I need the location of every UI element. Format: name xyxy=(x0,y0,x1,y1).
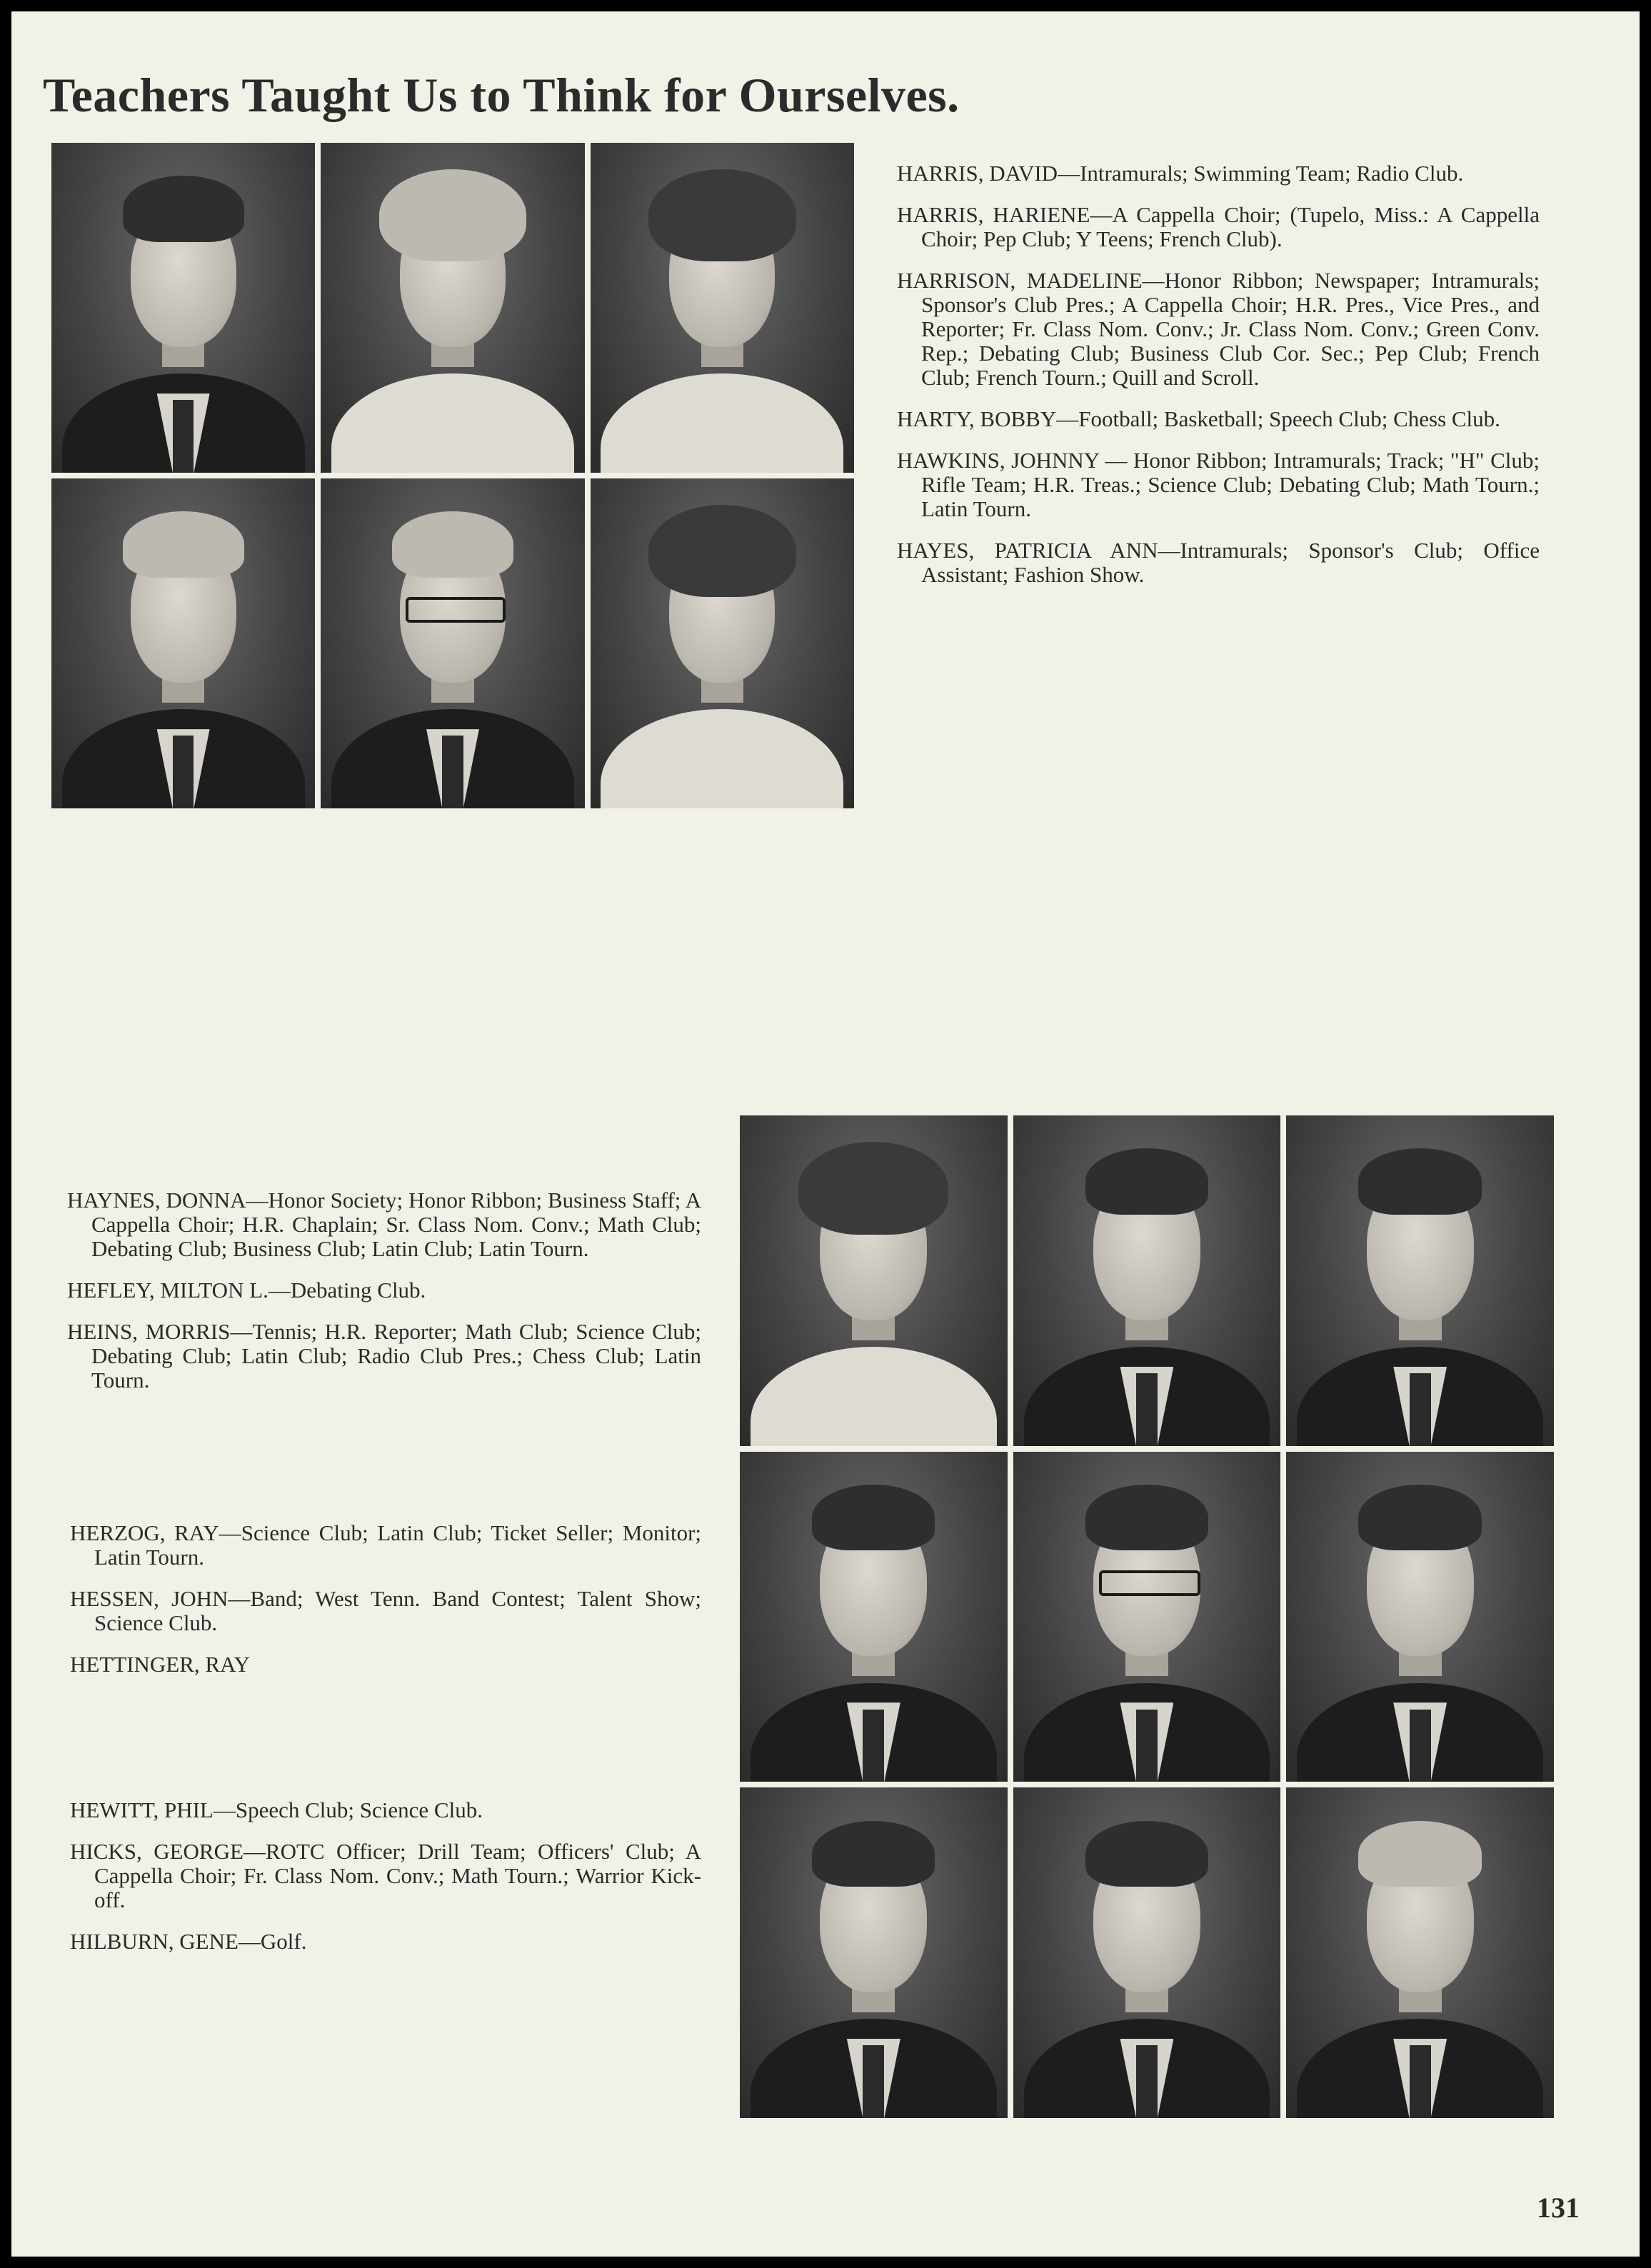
portrait-photo xyxy=(1286,1787,1554,2118)
student-entry: HAYES, PATRICIA ANN—Intramurals; Sponsor's Club; Office Assistant; Fashion Show. xyxy=(897,538,1540,587)
portrait-grid-top xyxy=(51,143,854,808)
portrait-photo xyxy=(321,478,584,808)
student-entry: HEINS, MORRIS—Tennis; H.R. Reporter; Math Club; Science Club; Debating Club; Latin Club; Radio Club Pres.; Chess Club; Latin Tourn. xyxy=(67,1319,701,1393)
page-number: 131 xyxy=(1537,2192,1580,2224)
student-entry: HARTY, BOBBY—Football; Basketball; Speech Club; Chess Club. xyxy=(897,406,1500,431)
student-entry: HAYNES, DONNA—Honor Society; Honor Ribbon; Business Staff; A Cappella Choir; H.R. Chaplain; Sr. Class Nom. Conv.; Math Club; Debating Club; Business Club; Latin Club; Latin Tourn. xyxy=(67,1188,701,1261)
portrait-photo xyxy=(591,143,854,473)
student-entry: HETTINGER, RAY xyxy=(70,1652,251,1677)
student-entry: HEFLEY, MILTON L.—Debating Club. xyxy=(67,1278,426,1303)
portrait-photo xyxy=(1286,1452,1554,1782)
yearbook-page xyxy=(11,11,1640,2257)
student-entry: HESSEN, JOHN—Band; West Tenn. Band Contest; Talent Show; Science Club. xyxy=(70,1586,701,1635)
portrait-photo xyxy=(1286,1115,1554,1446)
student-entry: HAWKINS, JOHNNY — Honor Ribbon; Intramurals; Track; "H" Club; Rifle Team; H.R. Treas.; Science Club; Debating Club; Math Tourn.; Latin Tourn. xyxy=(897,448,1540,521)
entries-list-group-3 xyxy=(70,1798,701,1971)
entries-list-group-2 xyxy=(70,1521,701,1694)
student-entry: HARRISON, MADELINE—Honor Ribbon; Newspaper; Intramurals; Sponsor's Club Pres.; A Cappella Choir; H.R. Pres., Vice Pres., and Reporter; Fr. Class Nom. Conv.; Jr. Class Nom. Conv.; Green Conv. Rep.; Debating Club; Business Club Cor. Sec.; Pep Club; French Club; French Tourn.; Quill and Scroll. xyxy=(897,268,1540,390)
portrait-photo xyxy=(740,1787,1008,2118)
portrait-photo xyxy=(321,143,584,473)
entries-list-top xyxy=(897,161,1540,604)
portrait-grid-bottom xyxy=(740,1115,1554,2118)
portrait-photo xyxy=(1013,1787,1281,2118)
student-entry: HILBURN, GENE—Golf. xyxy=(70,1929,307,1954)
portrait-photo xyxy=(1013,1115,1281,1446)
portrait-photo xyxy=(51,478,315,808)
page-title: Teachers Taught Us to Think for Ourselves. xyxy=(43,68,960,122)
portrait-photo xyxy=(1013,1452,1281,1782)
portrait-photo xyxy=(591,478,854,808)
portrait-photo xyxy=(740,1452,1008,1782)
entries-list-group-1 xyxy=(67,1188,701,1410)
student-entry: HEWITT, PHIL—Speech Club; Science Club. xyxy=(70,1797,483,1822)
portrait-photo xyxy=(51,143,315,473)
portrait-photo xyxy=(740,1115,1008,1446)
student-entry: HARRIS, DAVID—Intramurals; Swimming Team; Radio Club. xyxy=(897,161,1464,186)
student-entry: HERZOG, RAY—Science Club; Latin Club; Ticket Seller; Monitor; Latin Tourn. xyxy=(70,1520,701,1570)
student-entry: HICKS, GEORGE—ROTC Officer; Drill Team; Officers' Club; A Cappella Choir; Fr. Class Nom. Conv.; Math Tourn.; Warrior Kick-off. xyxy=(70,1839,701,1912)
student-entry: HARRIS, HARIENE—A Cappella Choir; (Tupelo, Miss.: A Cappella Choir; Pep Club; Y Teens; French Club). xyxy=(897,202,1540,251)
